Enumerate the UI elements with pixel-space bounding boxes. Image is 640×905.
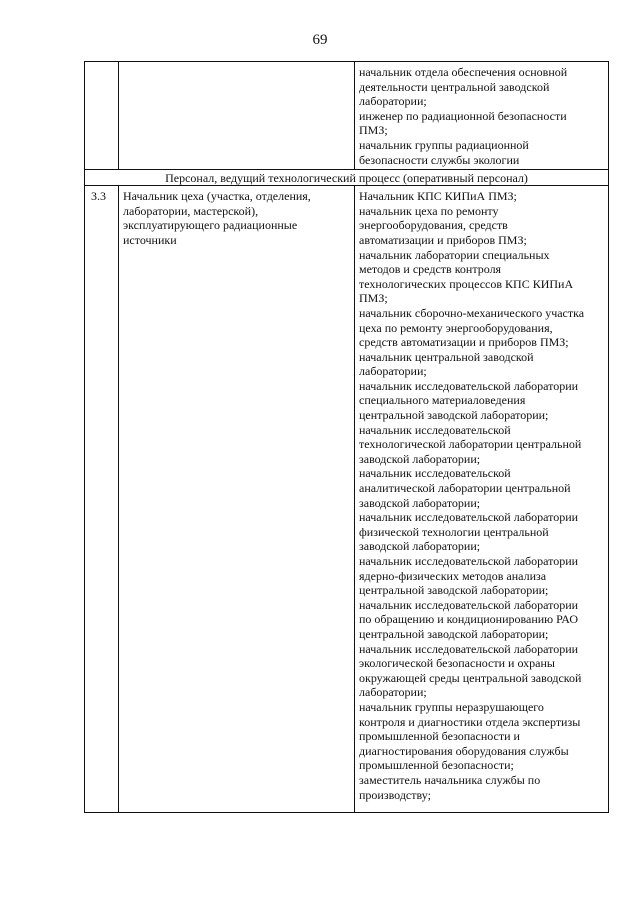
text-line: начальник цеха по ремонту — [359, 203, 499, 218]
text-line: начальник группы радиационной — [359, 137, 529, 152]
text-line: Начальник КПС КИПиА ПМЗ; — [359, 189, 517, 204]
section-header-row — [85, 170, 609, 186]
position-cell — [119, 186, 355, 813]
section-header: Персонал, ведущий технологический процесс (оперативный персонал) — [85, 170, 609, 186]
text-line: начальник исследовательской лаборатории — [359, 597, 579, 612]
table-row-continued — [85, 62, 609, 170]
text-line: промышленной безопасности и — [359, 729, 520, 744]
responsible-cell — [355, 62, 609, 170]
text-line: методов и средств контроля — [359, 262, 502, 277]
text-line: технологических процессов КПС КИПиА — [359, 276, 574, 291]
text-line: начальник исследовательской лаборатории — [359, 510, 579, 525]
row-number-cell — [85, 62, 119, 170]
row-number-cell: 3.3 — [85, 186, 119, 813]
text-line: начальник отдела обеспечения основной — [359, 65, 568, 79]
text-line: Начальник цеха (участка, отделения, — [123, 189, 311, 204]
text-line: лаборатории, мастерской), — [123, 203, 259, 218]
text-line: ядерно-физических методов анализа — [359, 568, 547, 583]
text-line: начальник центральной заводской — [359, 349, 534, 364]
text-line: диагностирования оборудования службы — [359, 743, 569, 758]
responsibility-table — [84, 61, 609, 813]
responsible-cell — [355, 186, 609, 813]
text-line: экологической безопасности и охраны — [359, 656, 555, 671]
text-line: ПМЗ; — [359, 291, 388, 306]
text-line: начальник исследовательской — [359, 422, 511, 437]
text-line: лаборатории; — [359, 685, 427, 700]
text-line: лаборатории; — [359, 364, 427, 379]
text-line: деятельности центральной заводской — [359, 79, 550, 94]
text-line: источники — [123, 232, 177, 247]
text-line: начальник исследовательской лаборатории — [359, 378, 579, 393]
text-line: средств автоматизации и приборов ПМЗ; — [359, 335, 569, 350]
responsible-list — [359, 189, 604, 802]
text-line: цеха по ремонту энергооборудования, — [359, 320, 553, 335]
text-line: производству; — [359, 787, 431, 802]
text-line: заместитель начальника службы по — [359, 772, 541, 787]
text-line: аналитической лаборатории центральной — [359, 481, 571, 496]
table-row — [85, 186, 609, 813]
text-line: автоматизации и приборов ПМЗ; — [359, 232, 527, 247]
text-line: заводской лаборатории; — [359, 539, 481, 554]
text-line: начальник исследовательской лаборатории — [359, 554, 579, 568]
text-line: эксплуатирующего радиационные — [123, 218, 298, 233]
text-line: по обращению и кондиционированию РАО — [359, 612, 579, 627]
text-line: окружающей среды центральной заводской — [359, 670, 582, 685]
responsible-list — [359, 65, 604, 167]
text-line: начальник лаборатории специальных — [359, 247, 550, 262]
text-line: центральной заводской лаборатории; — [359, 626, 549, 641]
text-line: контроля и диагностики отдела экспертизы — [359, 714, 581, 729]
text-line: инженер по радиационной безопасности — [359, 108, 567, 123]
text-line: начальник исследовательской лаборатории — [359, 641, 579, 656]
text-line: энергооборудования, средств — [359, 218, 508, 233]
text-line: начальник сборочно-механического участка — [359, 305, 585, 320]
text-line: технологической лаборатории центральной — [359, 437, 582, 452]
position-cell — [119, 62, 355, 170]
page-number: 69 — [312, 32, 328, 48]
text-line: физической технологии центральной — [359, 524, 549, 539]
text-line: специального материаловедения — [359, 393, 526, 408]
text-line: промышленной безопасности; — [359, 758, 514, 773]
position-text — [123, 189, 350, 247]
text-line: заводской лаборатории; — [359, 451, 481, 466]
text-line: центральной заводской лаборатории; — [359, 583, 549, 598]
text-line: безопасности службы экологии — [359, 152, 520, 167]
text-line: начальник группы неразрушающего — [359, 699, 544, 714]
text-line: лаборатории; — [359, 94, 427, 109]
text-line: центральной заводской лаборатории; — [359, 408, 549, 423]
text-line: заводской лаборатории; — [359, 495, 481, 510]
text-line: ПМЗ; — [359, 123, 388, 138]
text-line: начальник исследовательской — [359, 466, 511, 481]
